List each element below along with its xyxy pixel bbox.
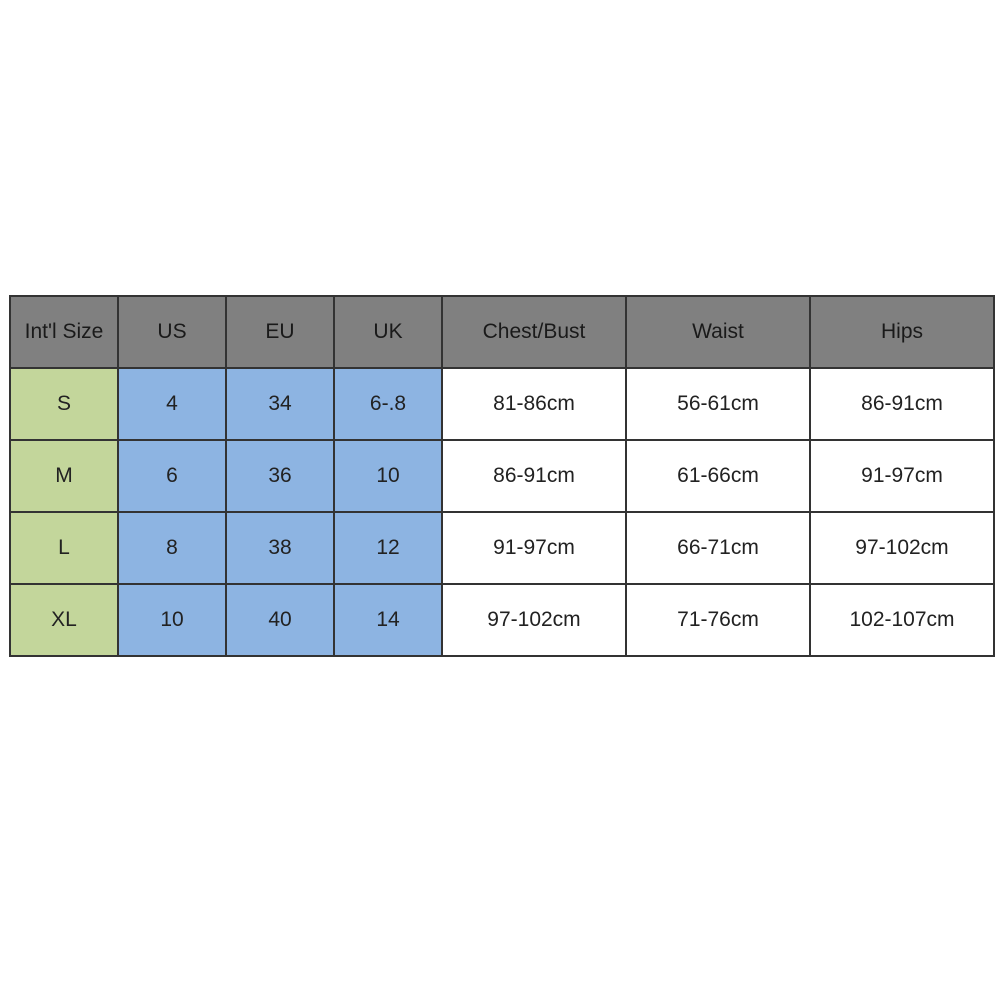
waist-cell: 71-76cm	[626, 584, 810, 656]
header-hips: Hips	[810, 296, 994, 368]
waist-cell: 66-71cm	[626, 512, 810, 584]
table-row	[10, 440, 994, 512]
chest-bust-cell: 97-102cm	[442, 584, 626, 656]
chest-bust-cell: 86-91cm	[442, 440, 626, 512]
waist-cell: 56-61cm	[626, 368, 810, 440]
waist-cell: 61-66cm	[626, 440, 810, 512]
intl-size-cell: M	[10, 440, 118, 512]
header-chest-bust: Chest/Bust	[442, 296, 626, 368]
eu-size-cell: 36	[226, 440, 334, 512]
intl-size-cell: L	[10, 512, 118, 584]
uk-size-cell: 14	[334, 584, 442, 656]
hips-cell: 86-91cm	[810, 368, 994, 440]
us-size-cell: 6	[118, 440, 226, 512]
chest-bust-cell: 91-97cm	[442, 512, 626, 584]
uk-size-cell: 10	[334, 440, 442, 512]
header-waist: Waist	[626, 296, 810, 368]
table-row	[10, 368, 994, 440]
table-header-row	[10, 296, 994, 368]
header-uk: UK	[334, 296, 442, 368]
table-row	[10, 512, 994, 584]
size-chart-table	[9, 295, 995, 657]
us-size-cell: 10	[118, 584, 226, 656]
hips-cell: 91-97cm	[810, 440, 994, 512]
us-size-cell: 8	[118, 512, 226, 584]
eu-size-cell: 38	[226, 512, 334, 584]
eu-size-cell: 34	[226, 368, 334, 440]
header-eu: EU	[226, 296, 334, 368]
table-row	[10, 584, 994, 656]
uk-size-cell: 12	[334, 512, 442, 584]
intl-size-cell: S	[10, 368, 118, 440]
chest-bust-cell: 81-86cm	[442, 368, 626, 440]
us-size-cell: 4	[118, 368, 226, 440]
uk-size-cell: 6-.8	[334, 368, 442, 440]
header-us: US	[118, 296, 226, 368]
hips-cell: 102-107cm	[810, 584, 994, 656]
hips-cell: 97-102cm	[810, 512, 994, 584]
eu-size-cell: 40	[226, 584, 334, 656]
intl-size-cell: XL	[10, 584, 118, 656]
header-intl-size: Int'l Size	[10, 296, 118, 368]
